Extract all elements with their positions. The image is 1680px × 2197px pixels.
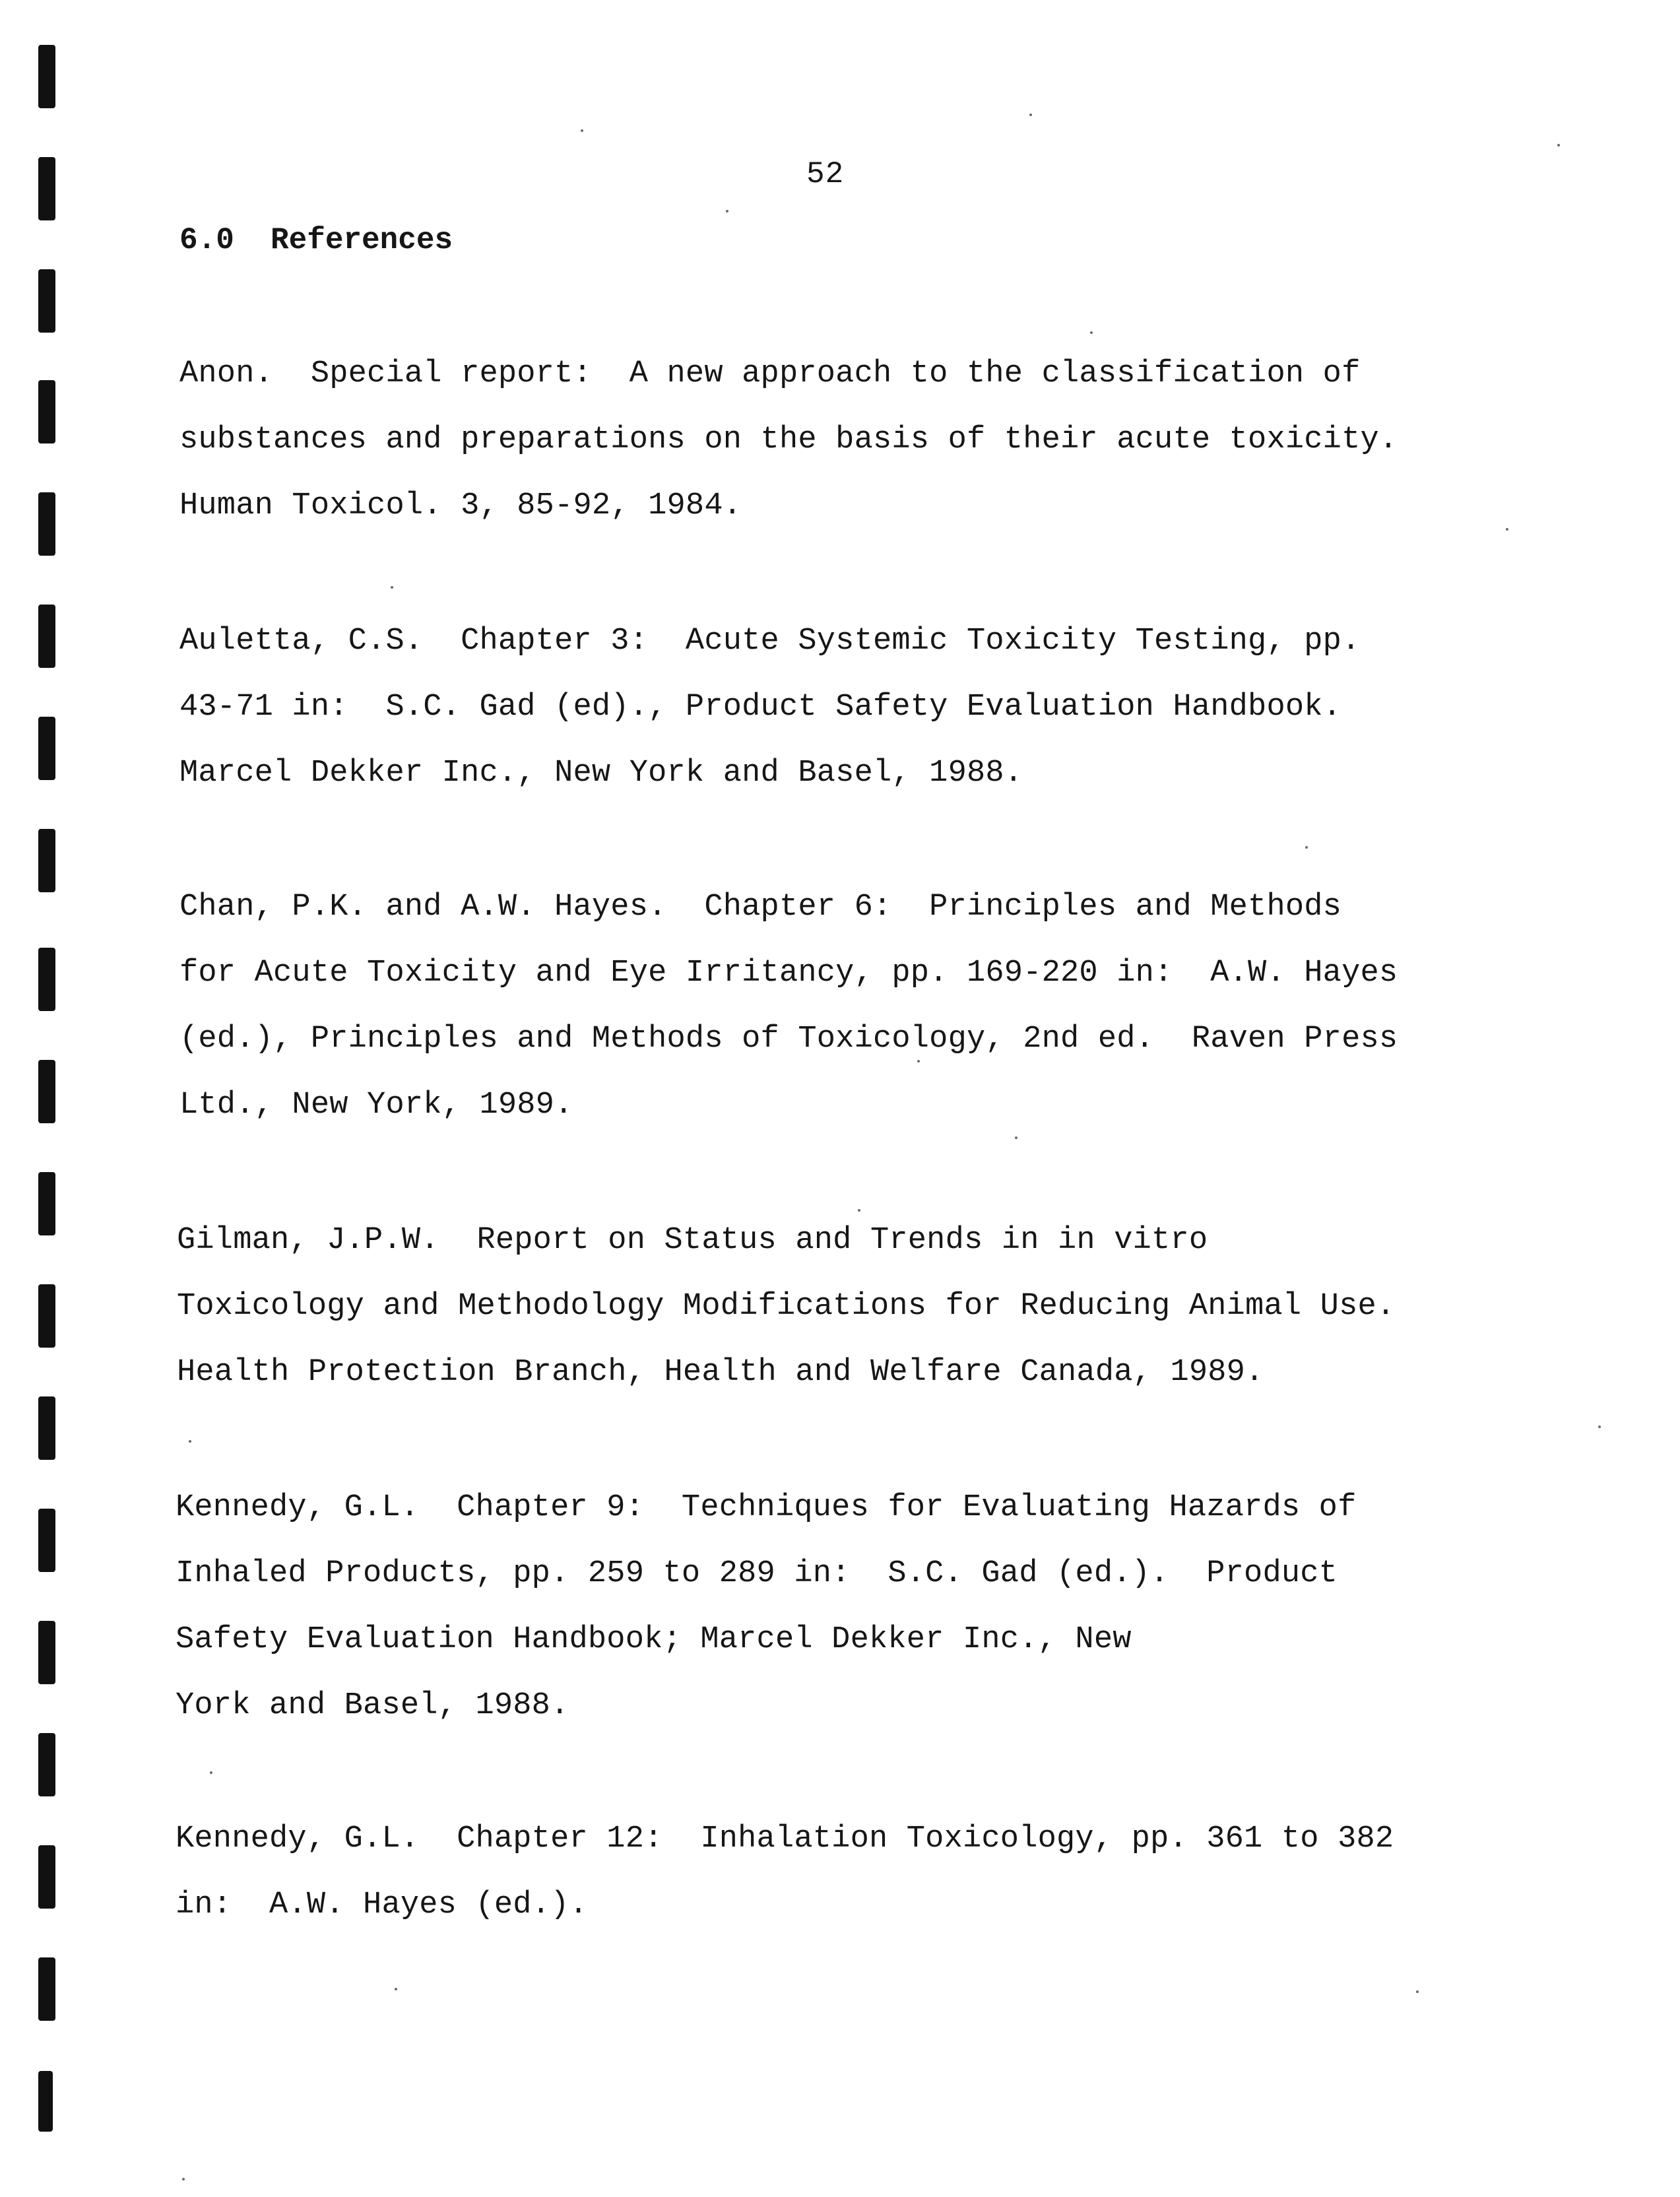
binding-hole-mark — [38, 157, 55, 220]
reference-line: Gilman, J.P.W. Report on Status and Trends in in vitro — [177, 1223, 1208, 1258]
scan-speck — [395, 1988, 397, 1990]
scan-speck — [581, 129, 583, 132]
reference-line: Marcel Dekker Inc., New York and Basel, 1988. — [179, 756, 1023, 791]
scan-speck — [1029, 114, 1032, 116]
scan-speck — [189, 1440, 191, 1443]
binding-hole-mark — [38, 492, 55, 556]
scan-speck — [1416, 1990, 1419, 1993]
reference-line: Kennedy, G.L. Chapter 12: Inhalation Toxicology, pp. 361 to 382 — [176, 1821, 1394, 1856]
scan-speck — [1015, 1136, 1018, 1139]
reference-line: substances and preparations on the basis of their acute toxicity. — [179, 422, 1398, 457]
binding-hole-mark — [38, 1733, 55, 1796]
binding-hole-mark — [38, 45, 55, 108]
binding-hole-mark — [38, 605, 55, 668]
binding-hole-mark — [38, 948, 55, 1011]
binding-hole-mark — [38, 269, 55, 333]
scan-speck — [210, 1771, 212, 1774]
binding-hole-mark — [38, 1621, 55, 1684]
reference-line: Auletta, C.S. Chapter 3: Acute Systemic Toxicity Testing, pp. — [179, 624, 1361, 659]
binding-hole-mark — [38, 1284, 55, 1348]
binding-hole-mark — [38, 1172, 55, 1235]
binding-hole-mark — [38, 1509, 55, 1572]
scan-speck — [858, 1209, 860, 1212]
reference-line: York and Basel, 1988. — [176, 1688, 569, 1723]
scan-speck — [1557, 144, 1560, 147]
reference-line: Kennedy, G.L. Chapter 9: Techniques for Evaluating Hazards of — [176, 1490, 1357, 1525]
reference-line: Inhaled Products, pp. 259 to 289 in: S.C. Gad (ed.). Product — [176, 1556, 1338, 1591]
reference-line: in: A.W. Hayes (ed.). — [176, 1887, 588, 1922]
scan-speck — [917, 1060, 920, 1063]
binding-hole-mark — [38, 1060, 55, 1123]
page-number: 52 — [806, 157, 845, 191]
reference-line: Human Toxicol. 3, 85-92, 1984. — [179, 488, 742, 523]
binding-hole-mark — [38, 2071, 53, 2132]
scan-speck — [1506, 528, 1508, 531]
reference-line: Safety Evaluation Handbook; Marcel Dekker Inc., New — [176, 1622, 1132, 1657]
binding-hole-mark — [38, 829, 55, 892]
binding-hole-mark — [38, 380, 55, 443]
reference-line: (ed.), Principles and Methods of Toxicology, 2nd ed. Raven Press — [179, 1022, 1398, 1057]
scan-speck — [1090, 331, 1093, 334]
reference-line: Chan, P.K. and A.W. Hayes. Chapter 6: Principles and Methods — [179, 890, 1342, 925]
scan-speck — [726, 210, 728, 213]
binding-hole-mark — [38, 1845, 55, 1909]
binding-hole-mark — [38, 1396, 55, 1460]
scan-speck — [1598, 1426, 1601, 1428]
binding-hole-mark — [38, 1957, 55, 2021]
scan-speck — [1305, 846, 1308, 849]
scan-speck — [182, 2178, 185, 2181]
scan-speck — [391, 586, 393, 589]
reference-line: for Acute Toxicity and Eye Irritancy, pp. 169-220 in: A.W. Hayes — [179, 956, 1398, 991]
reference-line: Ltd., New York, 1989. — [179, 1088, 573, 1123]
reference-line: Anon. Special report: A new approach to the classification of — [179, 356, 1361, 391]
reference-line: Toxicology and Methodology Modifications for Reducing Animal Use. — [177, 1289, 1396, 1324]
section-heading: 6.0 References — [179, 223, 453, 257]
reference-line: 43-71 in: S.C. Gad (ed)., Product Safety Evaluation Handbook. — [179, 690, 1342, 725]
binding-hole-mark — [38, 717, 55, 780]
reference-line: Health Protection Branch, Health and Welfare Canada, 1989. — [177, 1355, 1264, 1390]
